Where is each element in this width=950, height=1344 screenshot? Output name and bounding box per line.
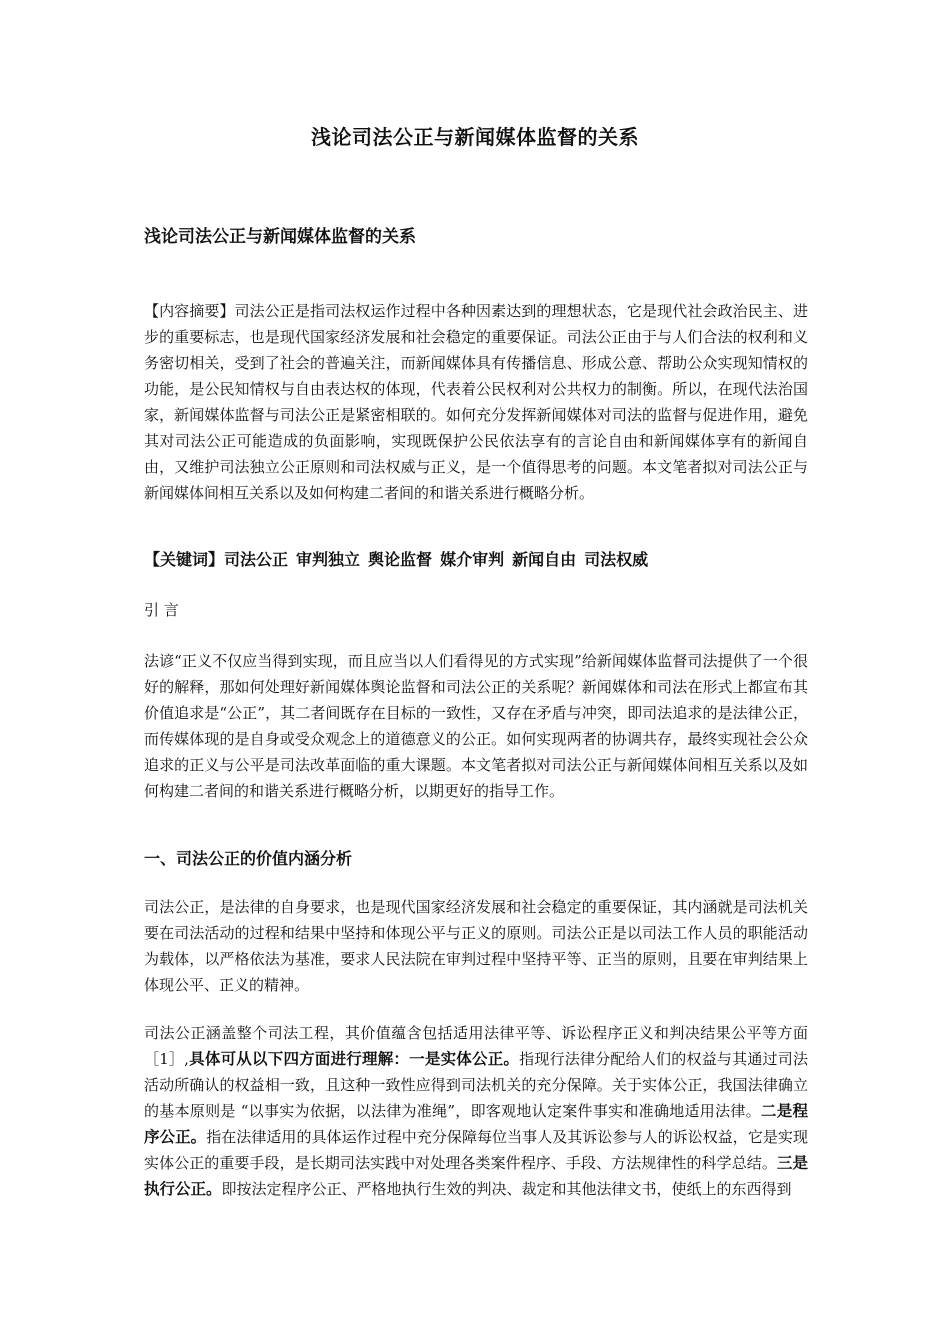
paragraph-text: 即按法定程序公正、严格地执行生效的判决、裁定和其他法律文书，使纸上的东西得到 — [221, 1180, 792, 1198]
keyword-item: 司法公正 — [224, 550, 289, 569]
intro-paragraph: 法谚“正义不仅应当得到实现，而且应当以人们看得见的方式实现”给新闻媒体监督司法提供了一个很好的解释，那如何处理好新闻媒体舆论监督和司法公正的关系呢？新闻媒体和司法在形式上都宣布其价值追求是“公正”，其二者间既存在目标的一致性，又存在矛盾与冲突，即司法追求的是法律公正，而传媒体现的是自身或受众观念上的道德意义的公正。如何实现两者的协调共存，最终实现社会公众追求的正义与公平是司法改革面临的重大课题。本文笔者拟对司法公正与新闻媒体间相互关系以及如何构建二者间的和谐关系进行概略分析，以期更好的指导工作。 — [144, 652, 808, 800]
keyword-item: 新闻自由 — [512, 550, 577, 569]
bold-phrase: 三是执行公正。 — [144, 1154, 808, 1198]
intro-heading: 引 言 — [144, 601, 179, 619]
keywords-label: 【关键词】 — [144, 550, 225, 569]
bold-phrase: 二是程序公正。 — [144, 1102, 808, 1146]
keyword-item: 舆论监督 — [368, 550, 433, 569]
keywords-line — [144, 548, 656, 572]
keyword-item: 司法权威 — [584, 550, 649, 569]
abstract-paragraph: 【内容摘要】司法公正是指司法权运作过程中各种因素达到的理想状态，它是现代社会政治民主、进步的重要标志，也是现代国家经济发展和社会稳定的重要保证。司法公正由于与人们合法的权利和义务密切相关，受到了社会的普遍关注，而新闻媒体具有传播信息、形成公意、帮助公众实现知情权的功能，是公民知情权与自由表达权的体现，代表着公民权利对公共权力的制衡。所以，在现代法治国家，新闻媒体监督与司法公正是紧密相联的。如何充分发挥新闻媒体对司法的监督与促进作用，避免其对司法公正可能造成的负面影响，实现既保护公民依法享有的言论自由和新闻媒体享有的新闻自由，又维护司法独立公正原则和司法权威与正义，是一个值得思考的问题。本文笔者拟对司法公正与新闻媒体间相互关系以及如何构建二者间的和谐关系进行概略分析。 — [144, 302, 808, 502]
section-paragraph: 司法公正，是法律的自身要求，也是现代国家经济发展和社会稳定的重要保证，其内涵就是司法机关要在司法活动的过程和结果中坚持和体现公平与正义的原则。司法公正是以司法工作人员的职能活动为载体，以严格依法为基准，要求人民法院在审判过程中坚持平等、正当的原则，且要在审判结果上体现公平、正义的精神。 — [144, 898, 808, 994]
paragraph-text: 指现行法律分配给人们的权益与其通过司法活动所确认的权益相一致，且这种一致性应得到司法机关的充分保障。关于实体公正，我国法律确立的基本原则是 “以事实为依据，以法律为准绳”，即客观地认定案件事实和准确地适用法律。 — [144, 1050, 808, 1120]
section-paragraph-fairness-aspects — [144, 1020, 808, 1202]
article-subtitle: 浅论司法公正与新闻媒体监督的关系 — [144, 227, 416, 247]
section-heading: 一、司法公正的价值内涵分析 — [144, 849, 353, 868]
keyword-item: 审判独立 — [296, 550, 361, 569]
bold-phrase: 具体可从以下四方面进行理解：一是实体公正。 — [188, 1050, 520, 1068]
document-title: 浅论司法公正与新闻媒体监督的关系 — [311, 125, 639, 149]
paragraph-text: 司法公正涵盖整个司法工程，其价值蕴含包括适用法律平等、诉讼程序正义和判决结果公平等方面［1］, — [144, 1024, 808, 1068]
keyword-item: 媒介审判 — [440, 550, 505, 569]
paragraph-text: 指在法律适用的具体运作过程中充分保障每位当事人及其诉讼参与人的诉讼权益，它是实现实体公正的重要手段，是长期司法实践中对处理各类案件程序、手段、方法规律性的科学总结。 — [144, 1128, 808, 1172]
